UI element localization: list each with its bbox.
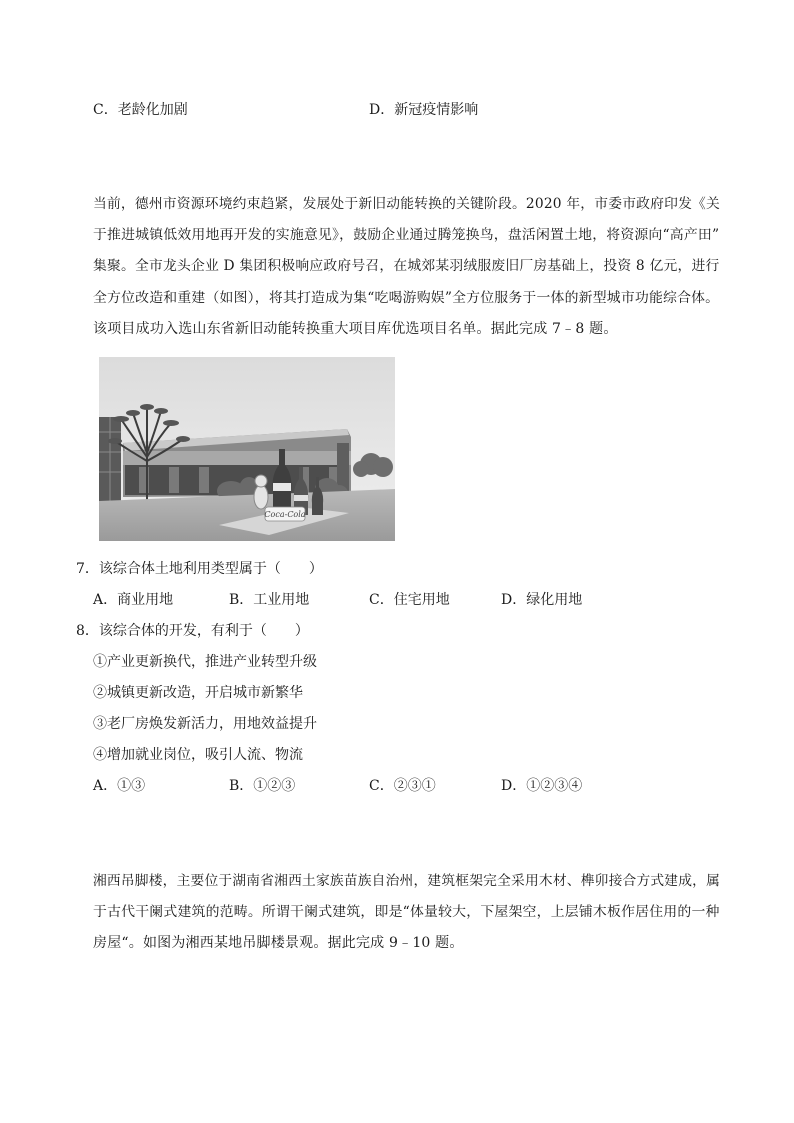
passage-line: 全方位改造和重建（如图），将其打造成为集“吃喝游购娱”全方位服务于一体的新型城市功能综合体。	[93, 290, 720, 306]
logo-text: Coca-Cola	[264, 510, 306, 519]
q8-statement-2: ②城镇更新改造，开启城市新繁华	[93, 685, 303, 701]
passage-line: 当前，德州市资源环境约束趋紧，发展处于新旧动能转换的关键阶段。2020 年，市委市政府印发《关	[93, 196, 720, 212]
q8-statement-3: ③老厂房焕发新活力，用地效益提升	[93, 716, 317, 732]
passage-line: 房屋“。如图为湘西某地吊脚楼景观。据此完成 9﹣10 题。	[93, 935, 464, 951]
q8-statement-1: ①产业更新换代，推进产业转型升级	[93, 654, 317, 670]
q8-option-b: B．①②③	[229, 778, 296, 794]
option-d: D．新冠疫情影响	[369, 102, 479, 118]
passage-line: 于古代干阑式建筑的范畴。所谓干阑式建筑，即是“体量较大，下屋架空，上层铺木板作居住用的一种	[93, 904, 720, 920]
q7-stem: 7．该综合体土地利用类型属于（ ）	[76, 561, 323, 577]
q7-option-d: D．绿化用地	[501, 592, 583, 608]
q7-option-c: C．住宅用地	[369, 592, 450, 608]
left-structure	[99, 417, 121, 501]
q8-option-c: C．②③①	[369, 778, 436, 794]
q7-option-b: B．工业用地	[229, 592, 310, 608]
passage-line: 于推进城镇低效用地再开发的实施意见》，鼓励企业通过腾笼换鸟，盘活闲置土地，将资源向“高产田”	[93, 227, 720, 243]
q7-option-a: A．商业用地	[93, 592, 174, 608]
option-c: C．老龄化加剧	[93, 102, 188, 118]
q8-statement-4: ④增加就业岗位，吸引人流、物流	[93, 747, 303, 763]
q8-stem: 8．该综合体的开发，有利于（ ）	[76, 623, 309, 639]
passage-line: 该项目成功入选山东省新旧动能转换重大项目库优选项目名单。据此完成 7﹣8 题。	[93, 321, 618, 337]
passage-line: 集聚。全市龙头企业 D 集团积极响应政府号召，在城郊某羽绒服废旧厂房基础上，投资 8 亿元，进行	[93, 258, 720, 274]
building-photo	[99, 357, 395, 541]
passage-line: 湘西吊脚楼，主要位于湖南省湘西土家族苗族自治州，建筑框架完全采用木材、榫卯接合方式建成，属	[93, 873, 721, 889]
logo-sign	[264, 507, 305, 521]
q8-option-a: A．①③	[93, 778, 146, 794]
q8-option-d: D．①②③④	[501, 778, 583, 794]
